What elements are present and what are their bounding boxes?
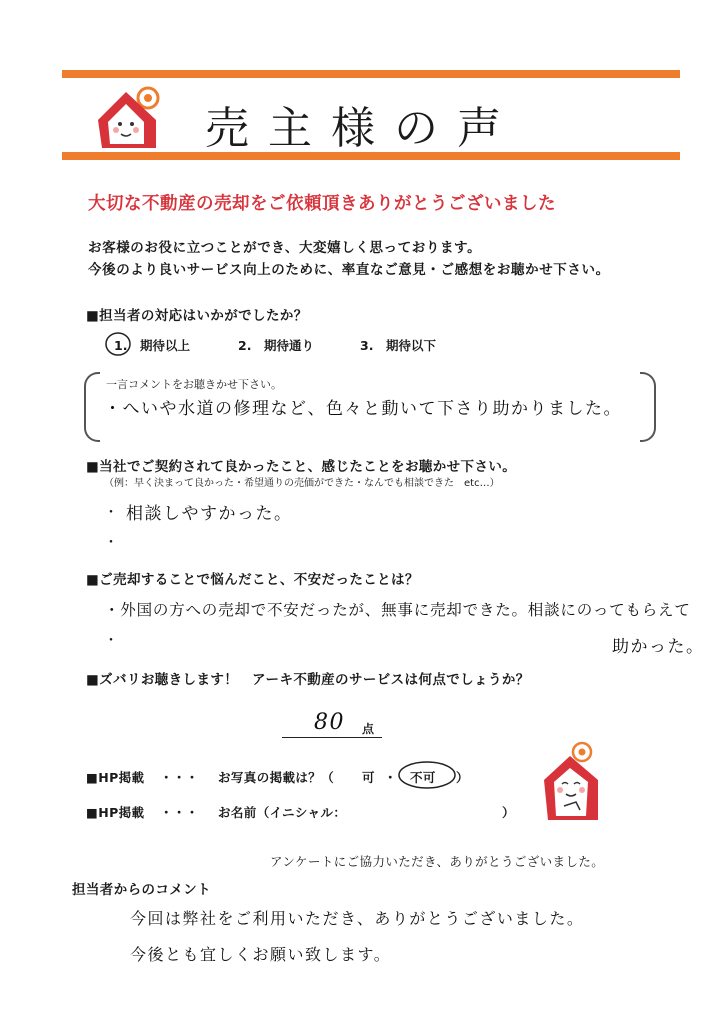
score-underline bbox=[282, 737, 382, 738]
subtitle: 大切な不動産の売却をご依頼頂きありがとうございました bbox=[88, 194, 556, 214]
q4-label: ■ズバリお聴きします！ アーキ不動産のサービスは何点でしょうか？ bbox=[86, 672, 530, 688]
score-value: 80 bbox=[314, 710, 345, 735]
intro-line-2: 今後のより良いサービス向上のために、率直なご意見・ご感想をお聴かせ下さい。 bbox=[88, 262, 610, 278]
q2-bullet-1: ・ bbox=[104, 505, 118, 521]
q1-option-1: 1. 期待以上 bbox=[114, 338, 190, 353]
q3-label: ■ご売却することで悩んだこと、不安だったことは？ bbox=[86, 572, 419, 588]
q2-bullet-2: ・ bbox=[104, 535, 118, 551]
hp1-close: ） bbox=[456, 770, 469, 785]
q1-label: ■担当者の対応はいかがでしたか？ bbox=[86, 308, 308, 324]
q2-answer-1: 相談しやすかった。 bbox=[126, 504, 293, 524]
q1-option-3: 3. 期待以下 bbox=[360, 338, 436, 353]
q1-comment-prompt: 一言コメントをお聴きかせ下さい。 bbox=[106, 378, 282, 391]
q1-comment: ・へいや水道の修理など、色々と動いて下さり助かりました。 bbox=[104, 399, 622, 419]
intro-line-1: お客様のお役に立つことができ、大変嬉しく思っております。 bbox=[88, 240, 482, 256]
hp1-option-ng: 不可 bbox=[410, 770, 436, 785]
staff-comment-line-1: 今回は弊社をご利用いただき、ありがとうございました。 bbox=[130, 909, 585, 928]
q3-answer-line-1: ・外国の方への売却で不安だったが、無事に売却できた。相談にのってもらえて bbox=[104, 601, 691, 619]
header-top-band bbox=[62, 70, 680, 78]
hp1-question: お写真の掲載は？（ bbox=[218, 770, 335, 785]
hp1-label: ■HP掲載 bbox=[86, 770, 145, 785]
hp2-question: お名前（イニシャル： bbox=[218, 805, 347, 820]
hp2-label: ■HP掲載 bbox=[86, 805, 145, 820]
q3-answer-line-2: 助かった。 bbox=[612, 637, 705, 657]
comment-bracket-left bbox=[84, 372, 100, 442]
hp1-option-ok: 可 bbox=[362, 770, 375, 785]
q1-option-2: 2. 期待通り bbox=[238, 338, 314, 353]
page-title: 売主様の声 bbox=[205, 103, 520, 154]
house-mascot-icon bbox=[94, 84, 168, 150]
hp2-dots: ・・・ bbox=[160, 805, 199, 820]
q2-example: （例：早く決まって良かった・希望通りの売価ができた・なんでも相談できた etc…） bbox=[104, 478, 500, 489]
hp1-separator: ・ bbox=[384, 770, 397, 785]
q3-bullet-2: ・ bbox=[104, 633, 118, 649]
staff-comment-label: 担当者からのコメント bbox=[72, 882, 211, 898]
thanks-message: アンケートにご協力いただき、ありがとうございました。 bbox=[270, 854, 605, 869]
hp2-close: ） bbox=[502, 805, 515, 820]
score-unit: 点 bbox=[362, 722, 375, 736]
q2-label: ■当社でご契約されて良かったこと、感じたことをお聴かせ下さい。 bbox=[86, 459, 517, 475]
hp1-dots: ・・・ bbox=[160, 770, 199, 785]
mascot-character-icon bbox=[540, 740, 612, 824]
staff-comment-line-2: 今後とも宜しくお願い致します。 bbox=[130, 945, 392, 964]
comment-bracket-right bbox=[640, 372, 656, 442]
